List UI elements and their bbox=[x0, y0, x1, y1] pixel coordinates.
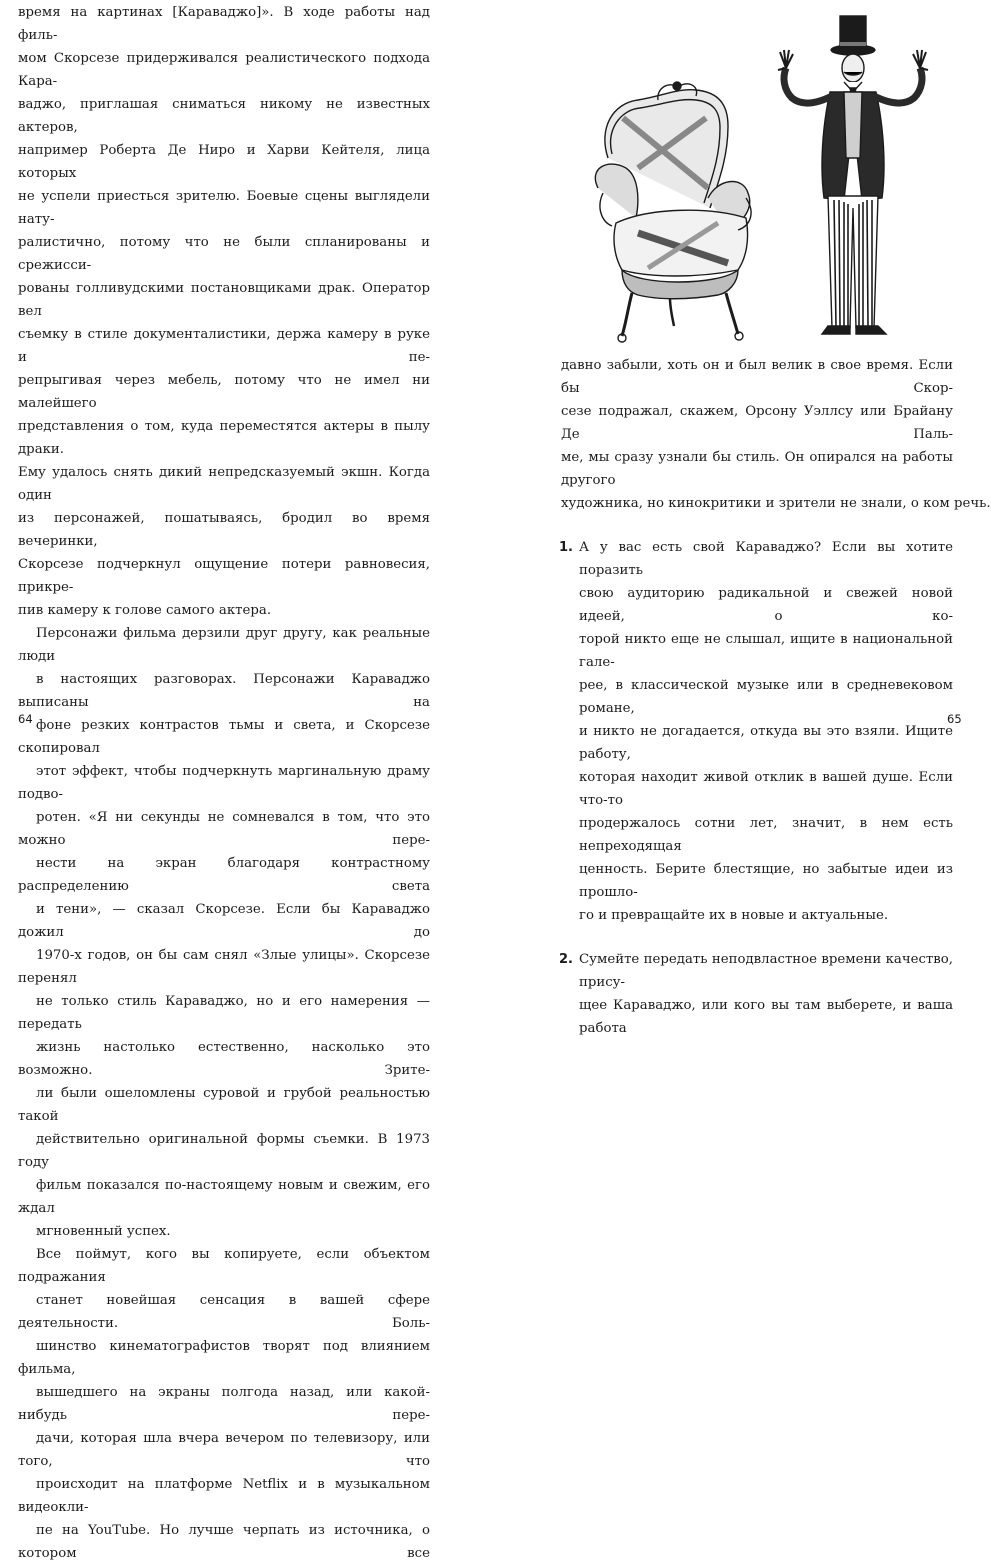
text-line: продержалось сотни лет, значит, в нем есть непреходящая bbox=[579, 816, 953, 854]
text-line: в настоящих разговорах. Персонажи Караваджо выписаны на bbox=[18, 672, 430, 710]
text-line: не только стиль Караваджо, но и его намерения — передать bbox=[18, 994, 430, 1032]
text-line: го и превращайте их в новые и актуальные. bbox=[579, 908, 889, 923]
text-line: ме, мы сразу узнали бы стиль. Он опирался на работы другого bbox=[561, 450, 953, 488]
text-line: нести на экран благодаря контрастному распределению света bbox=[18, 856, 430, 894]
paragraph-2 bbox=[18, 622, 430, 1243]
text-line: вышедшего на экраны полгода назад, или какой-нибудь пере- bbox=[18, 1385, 430, 1423]
text-line: жизнь настолько естественно, насколько это возможно. Зрите- bbox=[18, 1040, 430, 1078]
list-item bbox=[561, 948, 953, 1040]
text-line: свою аудиторию радикальной и свежей новой идеей, о ко- bbox=[579, 586, 953, 624]
text-line: Ему удалось снять дикий непредсказуемый экшн. Когда один bbox=[18, 465, 430, 503]
text-line: представления о том, куда переместятся актеры в пылу драки. bbox=[18, 419, 430, 457]
page-number-right: 65 bbox=[947, 712, 962, 726]
text-line: время на картинах [Караваджо]». В ходе работы над филь- bbox=[18, 5, 430, 43]
text-line: ротен. «Я ни секунды не сомневался в том, что это можно пере- bbox=[18, 810, 430, 848]
text-line: ценность. Берите блестящие, но забытые идеи из прошло- bbox=[579, 862, 953, 900]
text-line: Все поймут, кого вы копируете, если объектом подражания bbox=[18, 1247, 430, 1285]
list-item-text bbox=[579, 948, 953, 1040]
left-page-text bbox=[18, 1, 430, 1565]
left-page bbox=[0, 0, 494, 1561]
page-number-left: 64 bbox=[18, 712, 33, 726]
text-line: и тени», — сказал Скорсезе. Если бы Караваджо дожил до bbox=[18, 902, 430, 940]
text-line: Персонажи фильма дерзили друг другу, как реальные люди bbox=[18, 626, 430, 664]
text-line: шинство кинематографистов творят под влиянием фильма, bbox=[18, 1339, 430, 1377]
text-line: А у вас есть свой Караваджо? Если вы хотите поразить bbox=[579, 540, 953, 578]
text-line: например Роберта Де Ниро и Харви Кейтеля, лица которых bbox=[18, 143, 430, 181]
intro-paragraph bbox=[561, 354, 991, 515]
text-line: мом Скорсезе придерживался реалистического подхода Кара- bbox=[18, 51, 430, 89]
ornate-armchair-illustration bbox=[595, 82, 751, 342]
text-line: не успели приесться зрителю. Боевые сцены выглядели нату- bbox=[18, 189, 430, 227]
text-line: фоне резких контрастов тьмы и света, и Скорсезе скопировал bbox=[18, 718, 430, 756]
paragraph-3 bbox=[18, 1243, 430, 1565]
list-item-text bbox=[579, 536, 953, 927]
paragraph-1 bbox=[18, 1, 430, 622]
list-item bbox=[561, 536, 953, 927]
text-line: ли были ошеломлены суровой и грубой реальностью такой bbox=[18, 1086, 430, 1124]
text-line: мгновенный успех. bbox=[36, 1224, 171, 1239]
text-line: Сумейте передать неподвластное времени качество, прису- bbox=[579, 952, 953, 990]
list-number: 2. bbox=[559, 952, 573, 967]
text-line: рее, в классической музыке или в средневековом романе, bbox=[579, 678, 953, 716]
text-line: рованы голливудскими постановщиками драк. Оператор вел bbox=[18, 281, 430, 319]
text-line: которая находит живой отклик в вашей душе. Если что-то bbox=[579, 770, 953, 808]
text-line: пе на YouTube. Но лучше черпать из источника, о котором все bbox=[18, 1523, 430, 1561]
text-line: действительно оригинальной формы съемки. В 1973 году bbox=[18, 1132, 430, 1170]
text-line: художника, но кинокритики и зрители не знали, о ком речь. bbox=[561, 496, 991, 511]
list-number: 1. bbox=[559, 540, 573, 555]
text-line: ралистично, потому что не были спланированы и срежисси- bbox=[18, 235, 430, 273]
text-line: щее Караваджо, или кого вы там выберете, и ваша работа bbox=[579, 998, 953, 1036]
text-line: давно забыли, хоть он и был велик в свое время. Если бы Скор- bbox=[561, 358, 953, 396]
armchair-and-gentleman-illustration bbox=[578, 8, 958, 344]
text-line: съемку в стиле документалистики, держа камеру в руке и пе- bbox=[18, 327, 430, 365]
text-line: торой никто еще не слышал, ищите в национальной гале- bbox=[579, 632, 953, 670]
text-line: ваджо, приглашая сниматься никому не известных актеров, bbox=[18, 97, 430, 135]
gentleman-top-hat-illustration bbox=[778, 16, 928, 334]
text-line: станет новейшая сенсация в вашей сфере деятельности. Боль- bbox=[18, 1293, 430, 1331]
text-line: Скорсезе подчеркнул ощущение потери равновесия, прикре- bbox=[18, 557, 430, 595]
text-line: происходит на платформе Netflix и в музыкальном видеокли- bbox=[18, 1477, 430, 1515]
text-line: пив камеру к голове самого актера. bbox=[18, 603, 272, 618]
numbered-list bbox=[561, 536, 953, 1040]
text-line: и никто не догадается, откуда вы это взяли. Ищите работу, bbox=[579, 724, 953, 762]
text-line: репрыгивая через мебель, потому что не имел ни малейшего bbox=[18, 373, 430, 411]
text-line: из персонажей, пошатываясь, бродил во время вечеринки, bbox=[18, 511, 430, 549]
text-line: сезе подражал, скажем, Орсону Уэллсу или Брайану Де Паль- bbox=[561, 404, 953, 442]
text-line: 1970-х годов, он бы сам снял «Злые улицы». Скорсезе перенял bbox=[18, 948, 430, 986]
text-line: дачи, которая шла вчера вечером по телевизору, или того, что bbox=[18, 1431, 430, 1469]
text-line: этот эффект, чтобы подчеркнуть маргинальную драму подво- bbox=[18, 764, 430, 802]
text-line: фильм показался по-настоящему новым и свежим, его ждал bbox=[18, 1178, 430, 1216]
